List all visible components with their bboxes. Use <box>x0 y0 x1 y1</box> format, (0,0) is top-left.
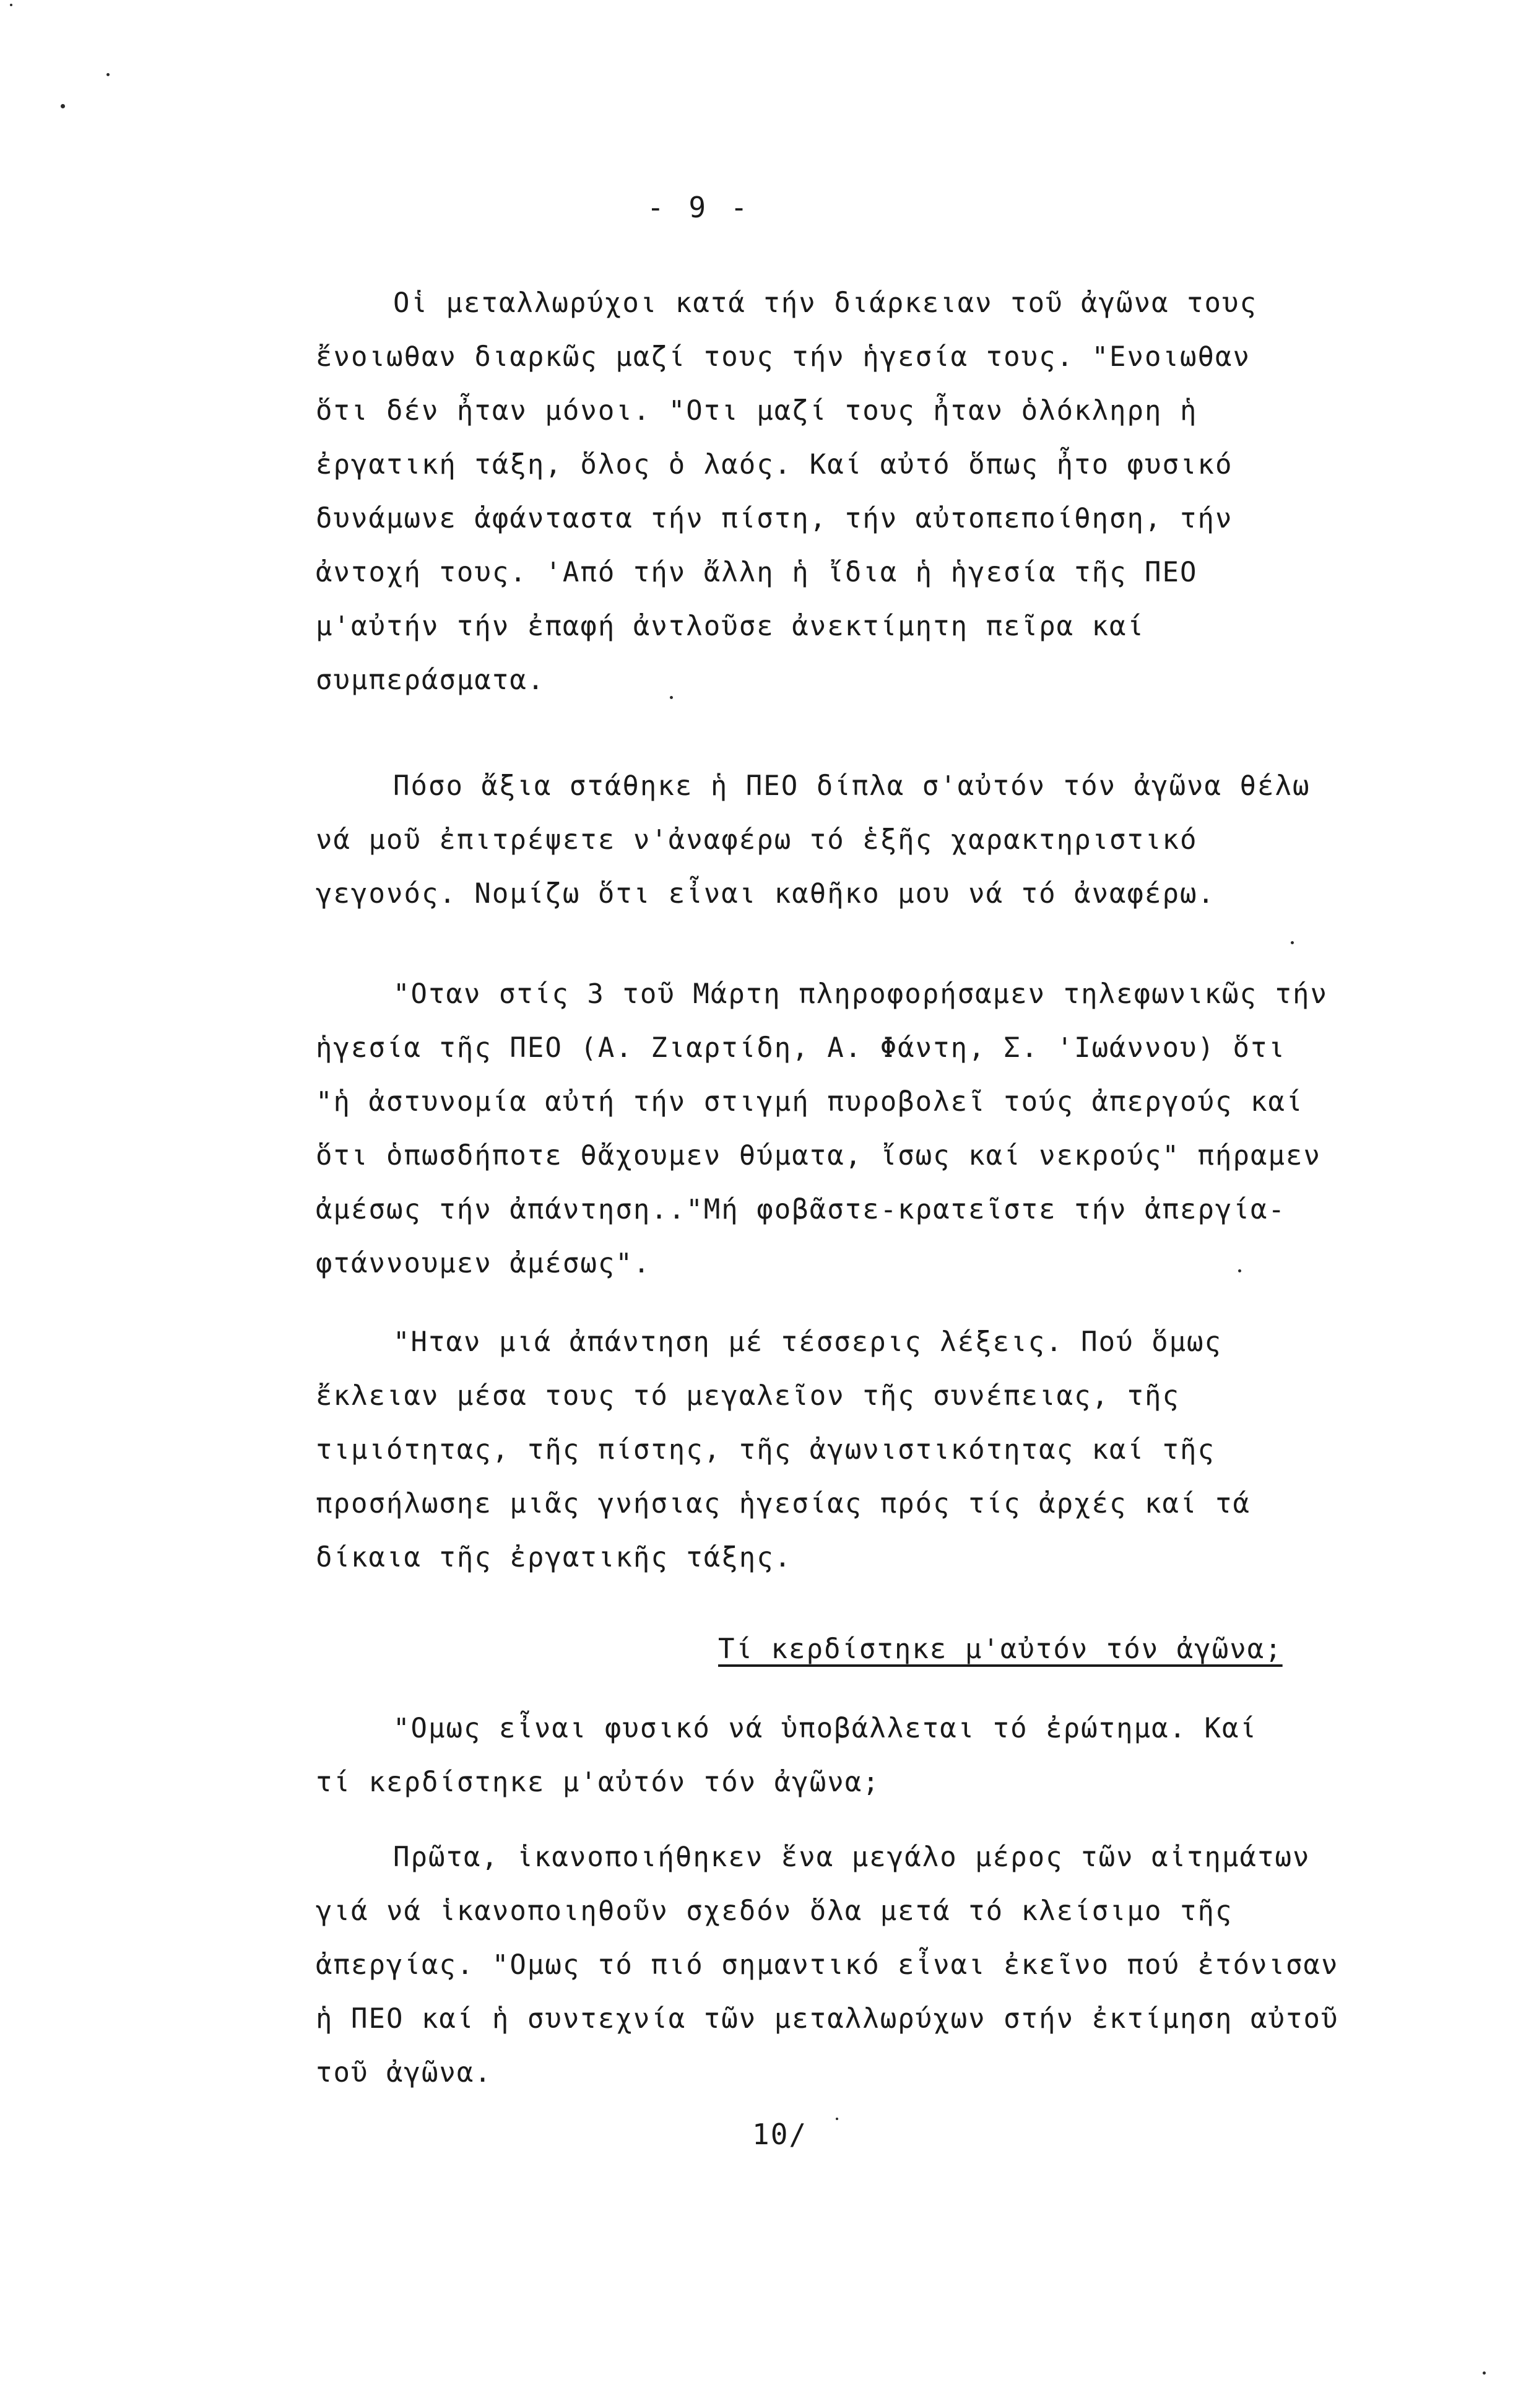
paragraph-4-line: δίκαια τῆς ἐργατικῆς τάξης. <box>316 1542 792 1573</box>
paragraph-1-line: ἀντοχή τους. 'Από τήν ἄλλη ἡ ἴδια ἡ ἡγεσία τῆς ΠΕΟ <box>316 557 1198 588</box>
paragraph-1-line: ἔνοιωθαν διαρκῶς μαζί τους τήν ἡγεσία τους. "Ενοιωθαν <box>316 341 1251 373</box>
paragraph-6-line: γιά νά ἱκανοποιηθοῦν σχεδόν ὅλα μετά τό κλείσιμο τῆς <box>316 1895 1233 1927</box>
paragraph-1-line: ἐργατική τάξη, ὅλος ὁ λαός. Καί αὐτό ὅπως ἦτο φυσικό <box>316 449 1233 480</box>
paragraph-4-line: "Ηταν μιά ἀπάντηση μέ τέσσερις λέξεις. Πού ὅμως <box>393 1326 1223 1358</box>
paragraph-3-line: ἀμέσως τήν ἀπάντηση.."Μή φοβᾶστε-κρατεῖστε τήν ἀπεργία- <box>316 1194 1286 1225</box>
scan-speck <box>61 104 65 108</box>
paragraph-6-line: τοῦ ἀγῶνα. <box>316 2057 492 2089</box>
scan-speck <box>10 4 12 6</box>
scan-speck <box>836 2118 838 2120</box>
paragraph-4-line: ἔκλειαν μέσα τους τό μεγαλεῖον τῆς συνέπειας, τῆς <box>316 1380 1181 1412</box>
paragraph-3-line: "ἡ ἀστυνομία αὐτή τήν στιγμή πυροβολεῖ τούς ἀπεργούς καί <box>316 1086 1304 1118</box>
paragraph-5-line: τί κερδίστηκε μ'αὐτόν τόν ἀγῶνα; <box>316 1767 880 1798</box>
paragraph-3-line: "Οταν στίς 3 τοῦ Μάρτη πληροφορήσαμεν τηλεφωνικῶς τήν <box>393 978 1328 1010</box>
scan-speck <box>1483 2371 1486 2375</box>
paragraph-2-line: Πόσο ἄξια στάθηκε ἡ ΠΕΟ δίπλα σ'αὐτόν τόν ἀγῶνα θέλω <box>393 770 1311 802</box>
paragraph-5-line: "Ομως εἶναι φυσικό νά ὑποβάλλεται τό ἐρώτημα. Καί <box>393 1713 1258 1744</box>
section-heading: Τί κερδίστηκε μ'αὐτόν τόν ἀγῶνα; <box>718 1633 1283 1665</box>
paragraph-1-line: Οἱ μεταλλωρύχοι κατά τήν διάρκειαν τοῦ ἀγῶνα τους <box>393 287 1258 319</box>
paragraph-6-line: ἀπεργίας. "Ομως τό πιό σημαντικό εἶναι ἐκεῖνο πού ἐτόνισαν <box>316 1949 1339 1981</box>
scan-speck <box>1291 941 1294 944</box>
paragraph-6-line: Πρῶτα, ἱκανοποιήθηκεν ἕνα μεγάλο μέρος τῶν αἰτημάτων <box>393 1841 1311 1873</box>
paragraph-2-line: νά μοῦ ἐπιτρέψετε ν'ἀναφέρω τό ἑξῆς χαρακτηριστικό <box>316 824 1198 856</box>
paragraph-4-line: τιμιότητας, τῆς πίστης, τῆς ἀγωνιστικότητας καί τῆς <box>316 1434 1216 1466</box>
scan-speck <box>670 696 673 699</box>
paragraph-1-line: μ'αὐτήν τήν ἐπαφή ἀντλοῦσε ἀνεκτίμητη πεῖρα καί <box>316 611 1145 642</box>
paragraph-3-line: φτάννουμεν ἀμέσως". <box>316 1248 651 1279</box>
paragraph-6-line: ἡ ΠΕΟ καί ἡ συντεχνία τῶν μεταλλωρύχων στήν ἐκτίμηση αὐτοῦ <box>316 2003 1339 2035</box>
paragraph-1-line: δυνάμωνε ἀφάνταστα τήν πίστη, τήν αὐτοπεποίθηση, τήν <box>316 503 1233 534</box>
paragraph-1-line: ὅτι δέν ἦταν μόνοι. "Οτι μαζί τους ἦταν ὁλόκληρη ἡ <box>316 395 1198 427</box>
paragraph-2-line: γεγονός. Νομίζω ὅτι εἶναι καθῆκο μου νά τό ἀναφέρω. <box>316 878 1216 910</box>
paragraph-3-line: ἡγεσία τῆς ΠΕΟ (Α. Ζιαρτίδη, Α. Φάντη, Σ. 'Ιωάννου) ὅτι <box>316 1032 1286 1064</box>
paragraph-4-line: προσήλωσηε μιᾶς γνήσιας ἡγεσίας πρός τίς ἀρχές καί τά <box>316 1488 1251 1519</box>
page-number: - 9 - <box>647 191 752 224</box>
paragraph-1-line: συμπεράσματα. <box>316 664 545 696</box>
continuation-marker: 10/ <box>752 2118 808 2151</box>
paragraph-3-line: ὅτι ὁπωσδήποτε θἄχουμεν θύματα, ἴσως καί νεκρούς" πήραμεν <box>316 1140 1321 1171</box>
scan-speck <box>1238 1269 1241 1272</box>
scan-speck <box>106 73 110 76</box>
